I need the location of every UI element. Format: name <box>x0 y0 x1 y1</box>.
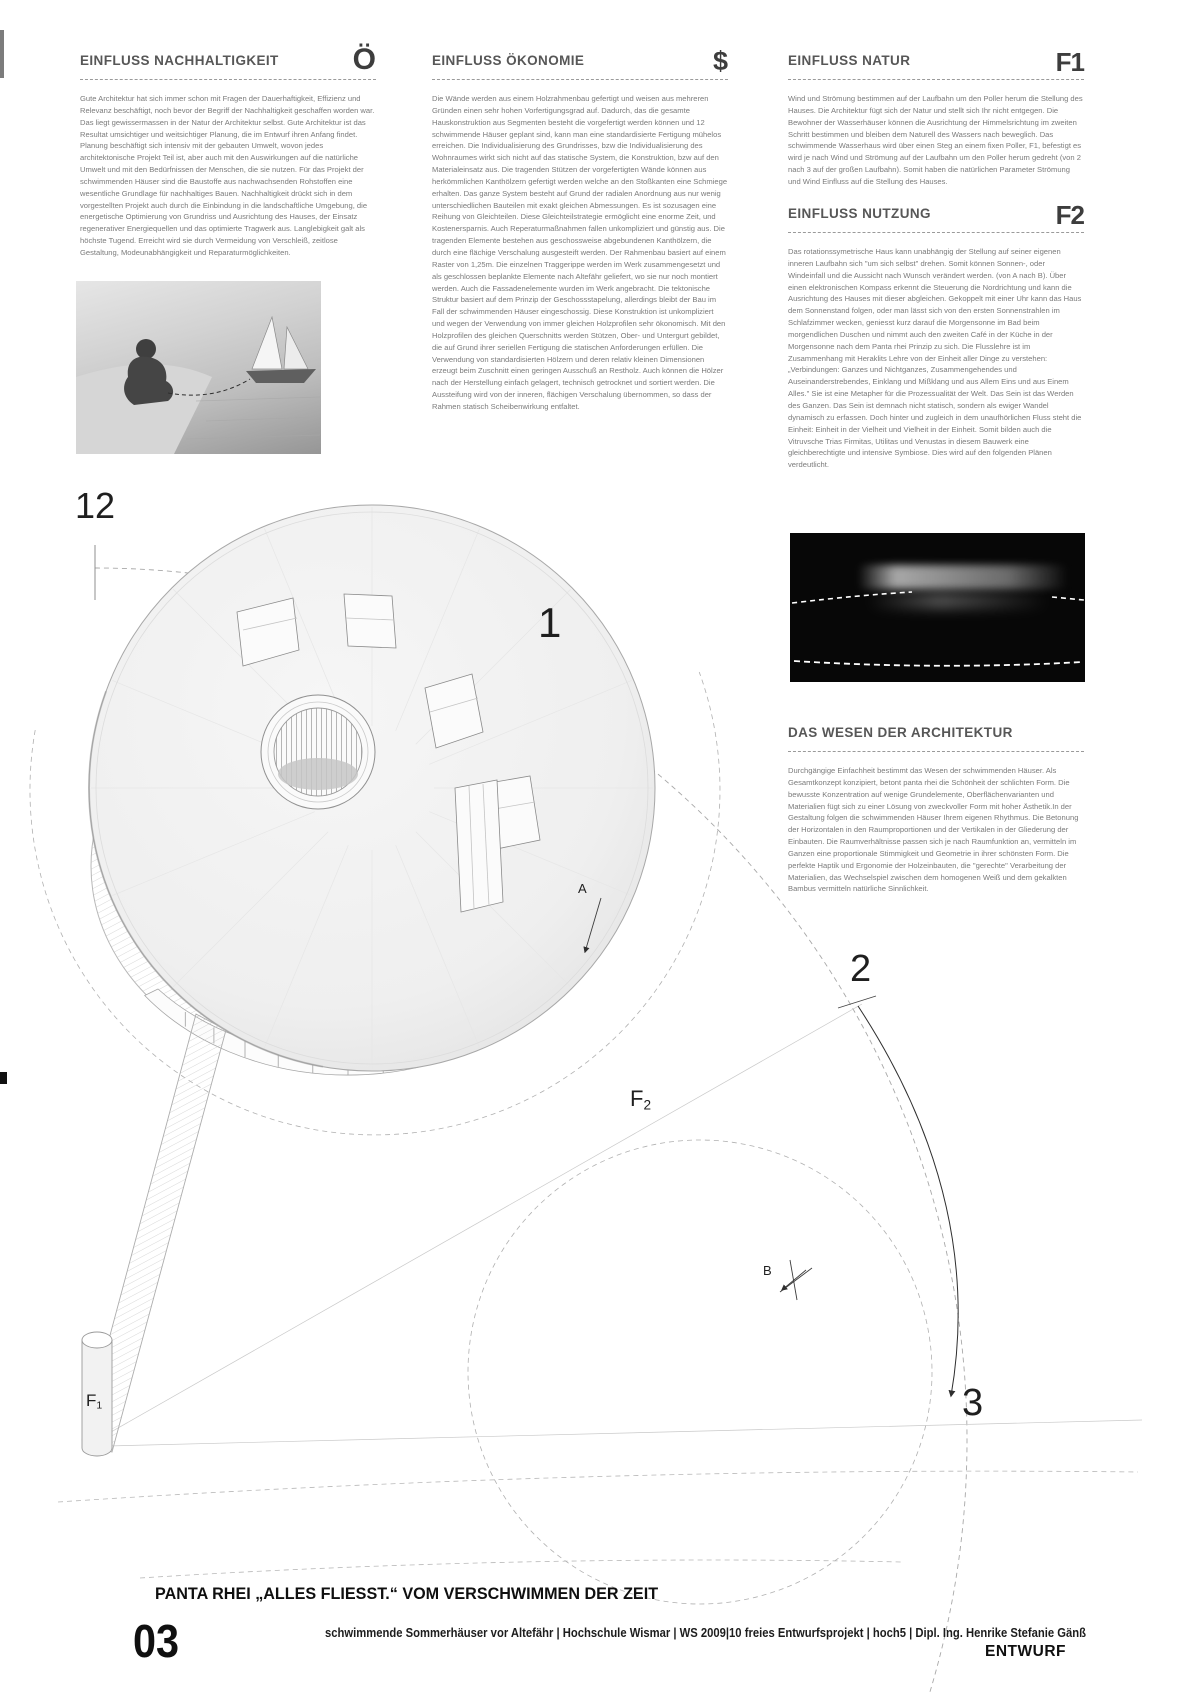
f2-glyph-icon: F2 <box>1055 200 1084 230</box>
entwurf-stamp: ENTWURF <box>985 1643 1066 1660</box>
section-title: EINFLUSS NACHHALTIGKEIT <box>80 53 279 68</box>
tick-at-2 <box>838 996 876 1008</box>
waterline-dashed-1 <box>58 1471 1138 1502</box>
label-f2: $F_2$ <box>630 1086 652 1113</box>
section-title: EINFLUSS NATUR <box>788 53 911 68</box>
label-f1: $F_1$ <box>86 1391 103 1412</box>
floating-house <box>89 505 655 1075</box>
project-title: PANTA RHEI „ALLES FLIESST.“ VOM VERSCHWIMMEN DER ZEIT <box>155 1584 659 1603</box>
section-body: Die Wände werden aus einem Holzrahmenbau gefertigt und weisen aus mehreren Gründen einen sehr hohen Vorfertigungsgrad auf. Dadurch, das die gesamte Hauskonstruktion aus Segmenten besteht die vorgefertigt werden können und 12 schwimmende Häuser geplant sind, kann man eine standardisierte Fertigung mühelos erreichen. Die Individualisierung des Grundrisses, bzw die Individualisierung des Wohnraumes wirkt sich nicht auf das statische System, die Konstruktion, bzw auf den Materialeinsatz aus. Die tragenden Stützen der vorgefertigten Wände können aus herkömmlichen Kanthölzern gefertigt werden welche an den Stoßkanten eine Schmiege erhalten. Das ganze System besteht auf Grund der radialen Anordnung aus nur wenig unterschiedlichen Bauteilen mit exakt gleichen Abmessungen. Es ist sozusagen eine Reihung von Gleichteilen. Diese Gleichteilstrategie ermöglicht eine enorme Zeit, und Kostenersparnis. Auch Reperaturmaßnahmen fallen unkompliziert und günstig aus. Die tragenden Elemente bestehen aus geschossweise abgebundenen Kanthölzern, die durch eine flächige Verschalung ausgesteift werden. Der Rahmenbau basiert auf einem Raster von 1,25m. Die einzelnen Traggerippe werden im Werk zusammengesetzt und als geschlossen beplankte Elemente nach Altefähr geliefert, wo sie nur noch montiert werden. Auch die Fassadenelemente wurden im Werk angebracht. Die tektonische Struktur basiert auf dem Prinzip der Geschossstapelung, allerdings bleibt der Bau im Fall der schwimmenden Häuser eingeschossig. Diese Konstruktion ist unkompliziert und wegen der Verwendung von immer gleichen Holzprofilen sehr ökonomisch. Mit den Holzprofilen des gleichen Querschnitts werden Stützen, Ober- und Untergurt gebildet, die auf Grund ihrer seriellen Fertigung die statischen Anforderungen erfüllen. Die Verwendung von standardisierten Hölzern und deren relativ kleinen Dimensionen erzeugt beim Zuschnitt einen geringen Ausschuß an Restholz. Auch können die Hölzer nach der Herstellung einfach gelagert, technisch getrocknet und sortiert werden. Die Aussteifung wird von der inneren, flächigen Verschalung übernommen, so dass der Rahmen statisch Scheibenwirkung entfaltet. <box>432 94 728 411</box>
oe-glyph-icon: Ö <box>352 43 376 76</box>
dark-photo-dashes <box>790 533 1085 682</box>
sailboat-photo <box>76 281 321 454</box>
section-natur <box>788 47 1084 188</box>
waterline-dashed-2 <box>140 1560 902 1578</box>
section-body: Das rotationssymetrische Haus kann unabhängig der Stellung auf seiner eigenen inneren Laufbahn sich "um sich selbst" drehen. Somit können Sonnen-, oder Windeinfall und die Aussicht nach Wunsch verändert werden. (von A nach B). Über einen elektronischen Kompass erkennt die Steuerung die Nordrichtung und kann die Ausrichtung des Hauses mit dieser abgleichen. Gekoppelt mit einer Uhr kann das Haus dem Sonnenstand folgen, oder man lässt sich von den ersten Sonnenstrahlen im Schlafzimmer wecken, geniesst kurz darauf die Morgensonne im Bad beim morgendlichen Duschen und nimmt auch den zweiten Café in der Küche in der Morgensonne nach dem Panta rhei Prinzip zu sich. Die Flusslehre ist im Zusammenhang mit Heraklits Lehre von der Einheit aller Dinge zu verstehen: „Verbindungen: Ganzes und Nichtganzes, Zusammengehendes und Auseinanderstrebendes, Einklang und Mißklang und aus Allem Eins und aus Einem Alles." Sie ist eine Metapher für die Prozessualität der Welt. Das Sein ist das Werden des Ganzen. Das Sein ist demnach nicht statisch, sondern als ewiger Wandel dynamisch zu erfassen. Doch hinter und zugleich in dem unaufhörlichen Fluss steht die Einheit: Einheit in der Vielheit und Vielheit in der Einheit. Somit bilden auch die Vitruvsche Trias Firmitas, Utilitas und Venustas in diesem Bauwerk eine gleichberechtigte und intensive Symbiose. Dies wird auf den folgenden Plänen verdeutlicht. <box>788 247 1082 470</box>
dark-model-photo <box>790 533 1085 682</box>
house-position-circle <box>468 1140 932 1604</box>
label-point-b: B <box>763 1263 772 1278</box>
arrow-at-B <box>782 1270 806 1290</box>
rotation-arrow-2-to-3 <box>858 1006 958 1396</box>
sheet-number: 03 <box>133 1615 180 1667</box>
section-title: DAS WESEN DER ARCHITEKTUR <box>788 725 1013 740</box>
atrium <box>261 695 375 809</box>
annotations <box>585 898 958 1396</box>
section-header <box>788 724 1084 752</box>
label-position-2: 2 <box>850 948 872 990</box>
label-point-a: A <box>578 881 587 896</box>
f1-glyph-icon: F1 <box>1055 47 1084 77</box>
label-position-3: 3 <box>962 1382 984 1424</box>
water-ripples <box>186 397 320 439</box>
project-credits: schwimmende Sommerhäuser vor Altefähr | Hochschule Wismar | WS 2009|10 freies Entwurfsprojekt | hoch5 | Dipl. Ing. Henrike Stefanie Gänß <box>325 1626 1087 1640</box>
section-title: EINFLUSS NUTZUNG <box>788 206 931 221</box>
sailboat-photo-graphic <box>76 281 321 454</box>
child-silhouette <box>124 339 173 405</box>
section-body: Durchgängige Einfachheit bestimmt das Wesen der schwimmenden Häuser. Als Gesamtkonzept konzipiert, betont panta rhei die Schönheit der schlichten Form. Die bewusste Konzentration auf wenige Grundelemente, Oberflächenvarianten und Materialien fügt sich zu einer Lösung von zweckvoller Form mit hoher Ästhetik.In der Gestaltung folgen die schwimmenden Häuser Ihrem eigenen Rhythmus. Die Betonung der Horizontalen in den Raumproportionen und der Vertikalen in der Gliederung der Einbauten. Die Raumverhältnisse passen sich je nach Raumfunktion an, vermitteln im Ganzen eine proportionale Stimmigkeit und Geometrie in ihrer schönsten Form. Die perfekte Haptik und Ergonomie der Holzeinbauten, die "gerechte" Verarbeitung der Materialien, das Wechselspiel zwischen dem homogenen Weiß und dem gekalkten Bambus vermitteln natürliche Sinnlichkeit. <box>788 766 1079 894</box>
edge-mark-top <box>0 30 4 78</box>
model-sailboat <box>246 317 316 383</box>
radius-line-to-2 <box>104 1004 862 1436</box>
pier-and-poller <box>82 1014 226 1456</box>
section-oekonomie <box>432 46 728 413</box>
section-header <box>788 200 1084 233</box>
section-header <box>788 47 1084 80</box>
edge-mark-middle <box>0 1072 7 1084</box>
section-body: Gute Architektur hat sich immer schon mit Fragen der Dauerhaftigkeit, Effizienz und Relevanz beschäftigt, noch bevor der Begriff der Nachhaltigkeit geschaffen worden war. Das liegt gewissermassen in der Natur der Architektur selbst. Gute Architektur ist das Resultat umsichtiger und weitsichtiger Planung, die im Entwurf ihren Anfang findet. Planung beschäftigt sich intensiv mit der gebauten Umwelt, wovon jedes architektonische Projekt Teil ist, aber auch mit den Auswirkungen auf die natürliche Umwelt und mit den Bedürfnissen der Menschen, die sie nutzen. Für das Projekt der schwimmenden Häuser sind die Baustoffe aus nachwachsenden Rohstoffen eine wesentliche Grundlage für nachhaltiges Bauen. Nachhaltigkeit drückt sich in dem vorgestellten Projekt auch durch die Einbindung in die landschaftliche Umgebung, die energetische Optimierung von Grundriss und Ausrichtung des Hauses, der Einsatz regenerativer Energiequellen und das optimierte Tragwerk aus. Langlebigkeit galt als höchste Tugend. Erreicht wird sie durch Vermeidung von Verschleiß, zeitlose Gestaltung, Modeunabhängigkeit und Reparaturmöglichkeiten. <box>80 94 375 257</box>
section-nutzung <box>788 200 1084 471</box>
section-body: Wind und Strömung bestimmen auf der Laufbahn um den Poller herum die Stellung des Hauses. Die Architektur fügt sich der Natur und stellt sich Ihr nicht entgegen. Die Bewohner der Wasserhäuser können die Ausrichtung der Himmelsrichtung im zweiten Schritt bestimmen und bleiben dem Naturell des Wassers nach beweglich. Das schwimmende Wasserhaus wird über einen Steg an einem fixen Poller, F1, befestigt es wird je nach Wind und Strömung auf der Laufbahn um den Poller herum gedreht (von 2 nach 3 auf der großen Laufbahn). Somit haben die natürlichen Parameter Strömung und Wind Einfluss auf die Stellung des Hauses. <box>788 94 1083 186</box>
section-nachhaltigkeit <box>80 43 376 259</box>
section-header <box>80 43 376 80</box>
section-header <box>432 46 728 80</box>
label-position-1: 1 <box>538 599 562 646</box>
label-position-12: 12 <box>75 485 116 526</box>
poller-top <box>82 1332 112 1348</box>
dollar-glyph-icon: $ <box>712 46 728 76</box>
tick-at-B-1 <box>780 1268 812 1292</box>
radius-line-to-3 <box>108 1420 1142 1446</box>
section-title: EINFLUSS ÖKONOMIE <box>432 53 585 68</box>
section-wesen <box>788 724 1084 895</box>
